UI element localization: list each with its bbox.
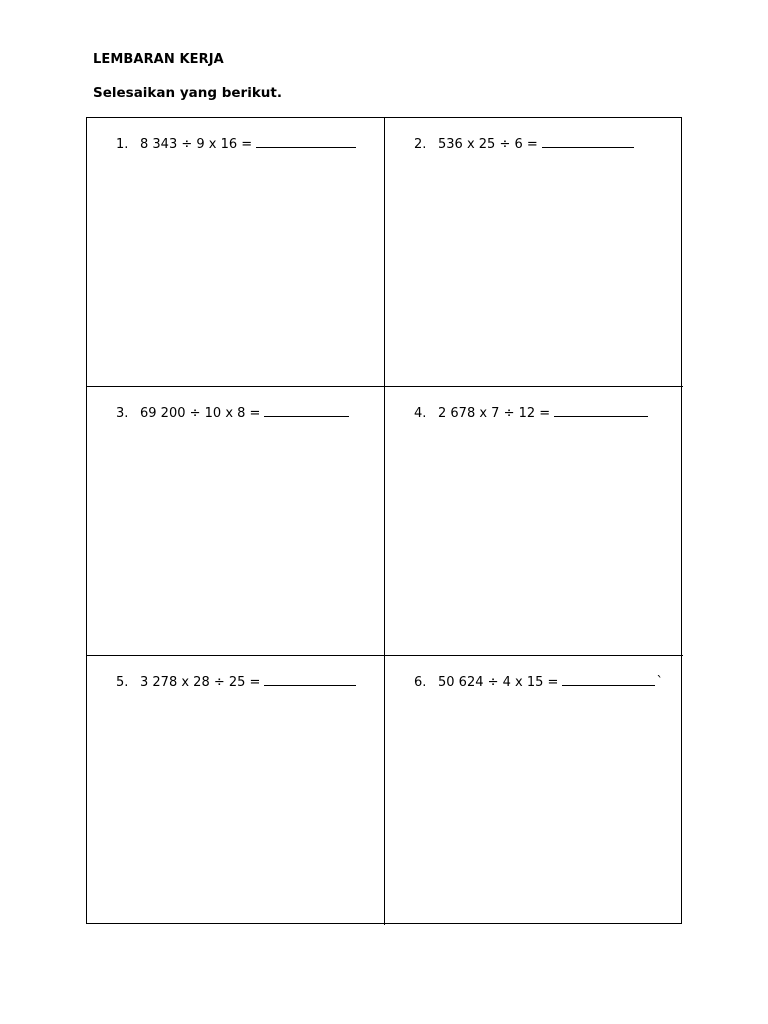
question-cell-1[interactable] [87, 118, 385, 387]
question-1 [116, 137, 356, 152]
question-cell-6[interactable] [385, 656, 683, 925]
question-number: 3. [116, 406, 129, 421]
question-4 [414, 406, 648, 421]
answer-blank[interactable] [264, 675, 356, 686]
question-expression: 8 343 ÷ 9 x 16 = [140, 137, 253, 152]
answer-blank[interactable] [256, 137, 356, 148]
question-number: 1. [116, 137, 129, 152]
question-number: 4. [414, 406, 427, 421]
question-number: 5. [116, 675, 129, 690]
question-6 [414, 675, 663, 690]
question-expression: 3 278 x 28 ÷ 25 = [140, 675, 261, 690]
answer-blank[interactable] [264, 406, 349, 417]
question-2 [414, 137, 634, 152]
question-expression: 50 624 ÷ 4 x 15 = [438, 675, 559, 690]
worksheet-instruction: Selesaikan yang berikut. [93, 85, 282, 101]
answer-blank[interactable] [562, 675, 655, 686]
stray-mark: ` [656, 675, 663, 690]
question-number: 6. [414, 675, 427, 690]
question-cell-2[interactable] [385, 118, 683, 387]
worksheet-title: LEMBARAN KERJA [93, 52, 224, 67]
question-number: 2. [414, 137, 427, 152]
answer-blank[interactable] [554, 406, 648, 417]
question-expression: 69 200 ÷ 10 x 8 = [140, 406, 261, 421]
answer-blank[interactable] [542, 137, 634, 148]
question-expression: 2 678 x 7 ÷ 12 = [438, 406, 551, 421]
question-3 [116, 406, 349, 421]
question-grid [86, 117, 682, 924]
question-cell-3[interactable] [87, 387, 385, 656]
question-cell-5[interactable] [87, 656, 385, 925]
question-expression: 536 x 25 ÷ 6 = [438, 137, 538, 152]
question-cell-4[interactable] [385, 387, 683, 656]
question-5 [116, 675, 356, 690]
